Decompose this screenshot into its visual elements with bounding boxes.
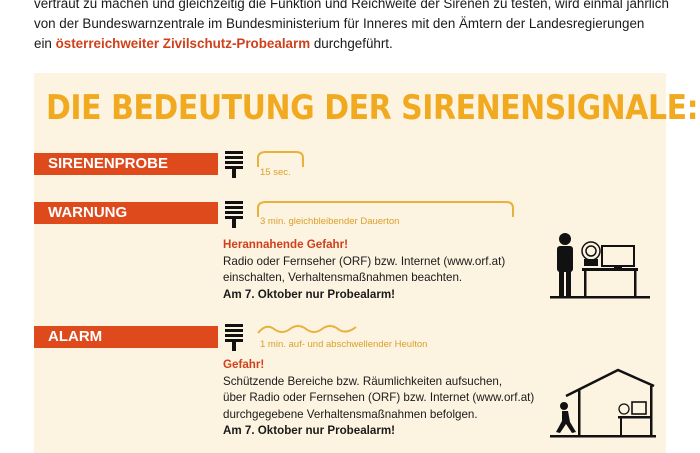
alarm-footer: Am 7. Oktober nur Probealarm! [223, 424, 396, 437]
siren-icon [222, 149, 246, 179]
alarm-body-2: über Radio oder Fernsehen (ORF) bzw. Internet (www.orf.at) [223, 391, 535, 404]
intro-line-2: von der Bundeswarnzentrale im Bundesministerium für Inneres mit den Ämtern der Landesregierungen [34, 16, 645, 31]
label-warnung: WARNUNG [34, 202, 218, 224]
label-sirenenprobe: SIRENENPROBE [34, 153, 218, 175]
signal-wave-graph [256, 321, 362, 337]
person-with-radio-tv-icon [548, 230, 653, 300]
siren-icon [222, 322, 246, 352]
intro-highlight: österreichweiter Zivilschutz-Probealarm [55, 36, 311, 51]
alarm-body-3: durchgegebene Verhaltensmaßnahmen befolgen. [223, 407, 478, 421]
warnung-body-1: Radio oder Fernseher (ORF) bzw. Internet (www.orf.at) [223, 254, 506, 268]
person-entering-house-icon [548, 366, 658, 443]
alarm-heading: Gefahr! [223, 358, 265, 371]
intro-line-3-post: durchgeführt. [310, 36, 393, 51]
signal-caption-probe: 15 sec. [260, 167, 291, 178]
warnung-body-2: einschalten, Verhaltensmaßnahmen beachten. [223, 271, 463, 284]
intro-text [34, 0, 674, 54]
alarm-text [223, 357, 543, 440]
signal-caption-alarm: 1 min. auf- und abschwellender Heulton [260, 339, 428, 350]
label-alarm: ALARM [34, 326, 218, 348]
intro-line-1: vertraut zu machen und gleichzeitig die Funktion und Reichweite der Sirenen zu testen, wird einmal jährlich [34, 0, 669, 11]
intro-line-3-pre: ein [34, 36, 56, 51]
warnung-heading: Herannahende Gefahr! [223, 238, 348, 251]
signal-caption-warnung: 3 min. gleichbleibender Dauerton [260, 216, 400, 227]
warnung-text [223, 237, 543, 303]
intro-line-3 [34, 34, 674, 54]
siren-icon [222, 199, 246, 229]
alarm-body-1: Schützende Bereiche bzw. Räumlichkeiten aufsuchen, [223, 374, 503, 388]
signal-15sec-graph [256, 150, 306, 168]
warnung-footer: Am 7. Oktober nur Probealarm! [223, 287, 396, 301]
page-title: DIE BEDEUTUNG DER SIRENENSIGNALE: [46, 88, 699, 128]
